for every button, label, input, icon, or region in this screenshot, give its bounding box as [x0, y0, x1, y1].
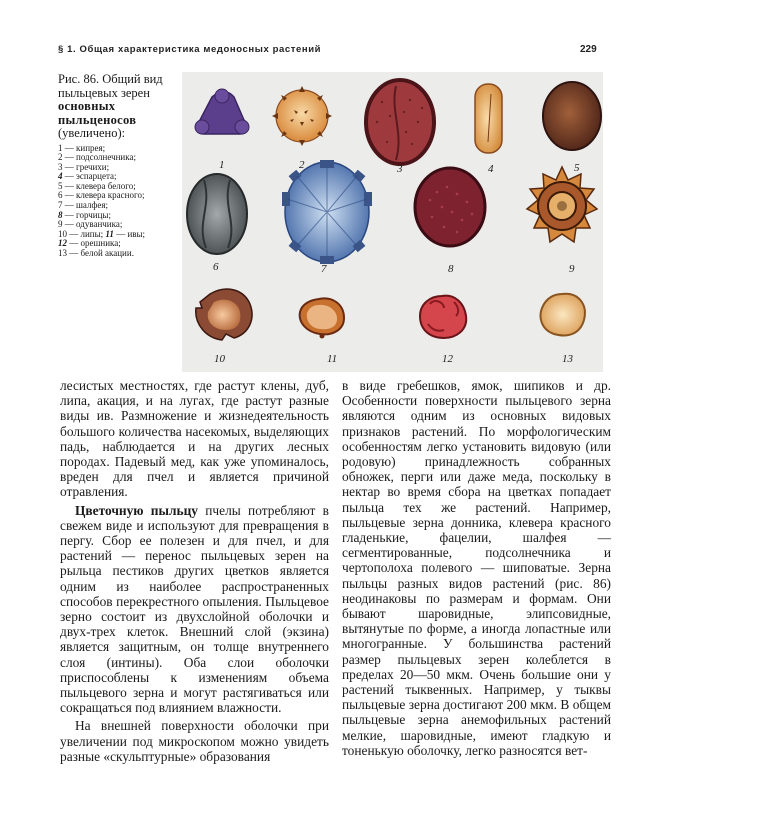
grain-label: 3: [397, 163, 403, 175]
grain-label: 6: [213, 261, 219, 273]
pollen-figure: [182, 72, 603, 372]
legend-item: 10 — липы; 11 — ивы;: [58, 228, 146, 239]
caption-bold: основных пыльценосов: [58, 99, 137, 127]
grain-label: 8: [448, 263, 454, 275]
legend-item: 3 — гречихи;: [58, 161, 110, 172]
pollen-grain-grechikha: [366, 80, 434, 164]
pollen-grain-akaciya: [541, 294, 585, 336]
page-number: 229: [580, 44, 597, 55]
paragraph: в виде гребешков, ямок, шипиков и др. Особенности поверхности пыльцевого зерна являются одним из основных видовых признаков растений. По морфологическим особенностям легко установить видовую (или родовую) принадлежность собранных обножек, перги или даже меда, поскольку в нектар во время сбора на цветках попадает пыльца тех же растений. Например, пыльцевые зерна донника, клевера красного гладенькие, фацелии, шалфея — сегментированные, подсолнечника и чертополоха полевого — шиповатые. Зерна пыльцы разных видов растений (рис. 86) неодинаковы по размерам и формам. Они бывают шаровидные, элипсовидные, вытянутые по форме, а иногда лопастные или многогранные. У большинства растений размер пыльцевых зерен колеблется в пределах 20—50 мкм. Очень большие они у растений тыквенных. Например, у тыквы пыльцевые зерна достигают 200 мкм. В общем пыльцевые зерна анемофильных растений мелкие, шаровидные, имеют гладкую и тоненькую оболочку, легко разносятся вет-: [342, 378, 611, 758]
text-column-right: [342, 378, 611, 758]
legend-item: 13 — белой акации.: [58, 248, 134, 259]
paragraph: На внешней поверхности оболочки при увеличении под микроскопом можно увидеть разные «скульптурные» образования: [60, 718, 329, 764]
grain-label: 13: [562, 353, 573, 365]
grain-label: 12: [442, 353, 453, 365]
pollen-grain-klever-krasny: [187, 174, 247, 254]
paragraph: лесистых местностях, где растут клены, дуб, липа, акация, и на лугах, где растут разные виды ив. Размножение и жизнедеятельность большого количества насекомых, выделяющих падь, наблюдается и на других лесных породах. Падевый мед, как уже упоминалось, вреден для пчел и является причиной отравления.: [60, 378, 329, 500]
grain-label: 9: [569, 263, 575, 275]
legend-item: 1 — кипрея;: [58, 142, 106, 153]
legend-item: 9 — одуванчика;: [58, 219, 123, 230]
figure-caption: [58, 73, 186, 259]
legend-item: 8 — горчицы;: [58, 209, 111, 220]
running-head-title: § 1. Общая характеристика медоносных растений: [58, 44, 322, 55]
pollen-grain-kiprey: [195, 89, 249, 134]
grain-label: 10: [214, 353, 225, 365]
pollen-grain-lipa: [196, 289, 252, 340]
text-column-left: [60, 378, 329, 764]
paragraph: Цветочную пыльцу пчелы потребляют в свежем виде и используют для превращения в пергу. Сбор ее полезен и для пчел, и для растений — перенос пыльцевых зерен на рыльца пестиков других цветков является одним из наиболее распространенных способов перекрестного опыления. Пыльцевое зерно состоит из двухслойной оболочки и двух-трех клеток. Внешний слой (экзина) является защитным, он толще внутреннего слоя (интины). Оба слои оболочки приспособлены к изменениям объема пыльцевого зерна и могут растягиваться или сокращаться под влиянием влажности.: [60, 502, 329, 716]
pollen-illustration: [182, 72, 603, 372]
caption-title: [58, 73, 186, 141]
grain-label: 7: [321, 263, 327, 275]
caption-suffix: (увеличено):: [58, 126, 126, 140]
grain-label: 11: [327, 353, 338, 365]
grain-label: 5: [574, 162, 580, 174]
pollen-grain-gorchica: [415, 168, 485, 246]
legend-item: 4 — эспарцета;: [58, 171, 117, 182]
legend-item: 2 — подсолнечника;: [58, 152, 136, 163]
pollen-grain-esparcet: [475, 84, 502, 153]
pollen-grain-podsolnechnik: [272, 86, 332, 146]
pollen-grain-iva: [300, 298, 344, 338]
pollen-grain-oduvanchik: [527, 167, 597, 242]
pollen-grain-klever-bely: [543, 82, 601, 150]
legend-item: 5 — клевера белого;: [58, 180, 136, 191]
bold-term: Цветочную пыльцу: [75, 502, 198, 518]
grain-label: 4: [488, 163, 494, 175]
legend-item: 7 — шалфея;: [58, 200, 108, 211]
legend-item: 12 — орешника;: [58, 238, 121, 249]
pollen-grain-oreshnik: [420, 296, 466, 338]
pollen-grain-shalfey: [282, 160, 372, 264]
legend-item: 6 — клевера красного;: [58, 190, 145, 201]
grain-label: 2: [299, 159, 305, 171]
grain-label: 1: [219, 159, 225, 171]
caption-prefix: Рис. 86. Общий вид пыльцевых зерен: [58, 72, 163, 100]
caption-legend: [58, 144, 186, 259]
